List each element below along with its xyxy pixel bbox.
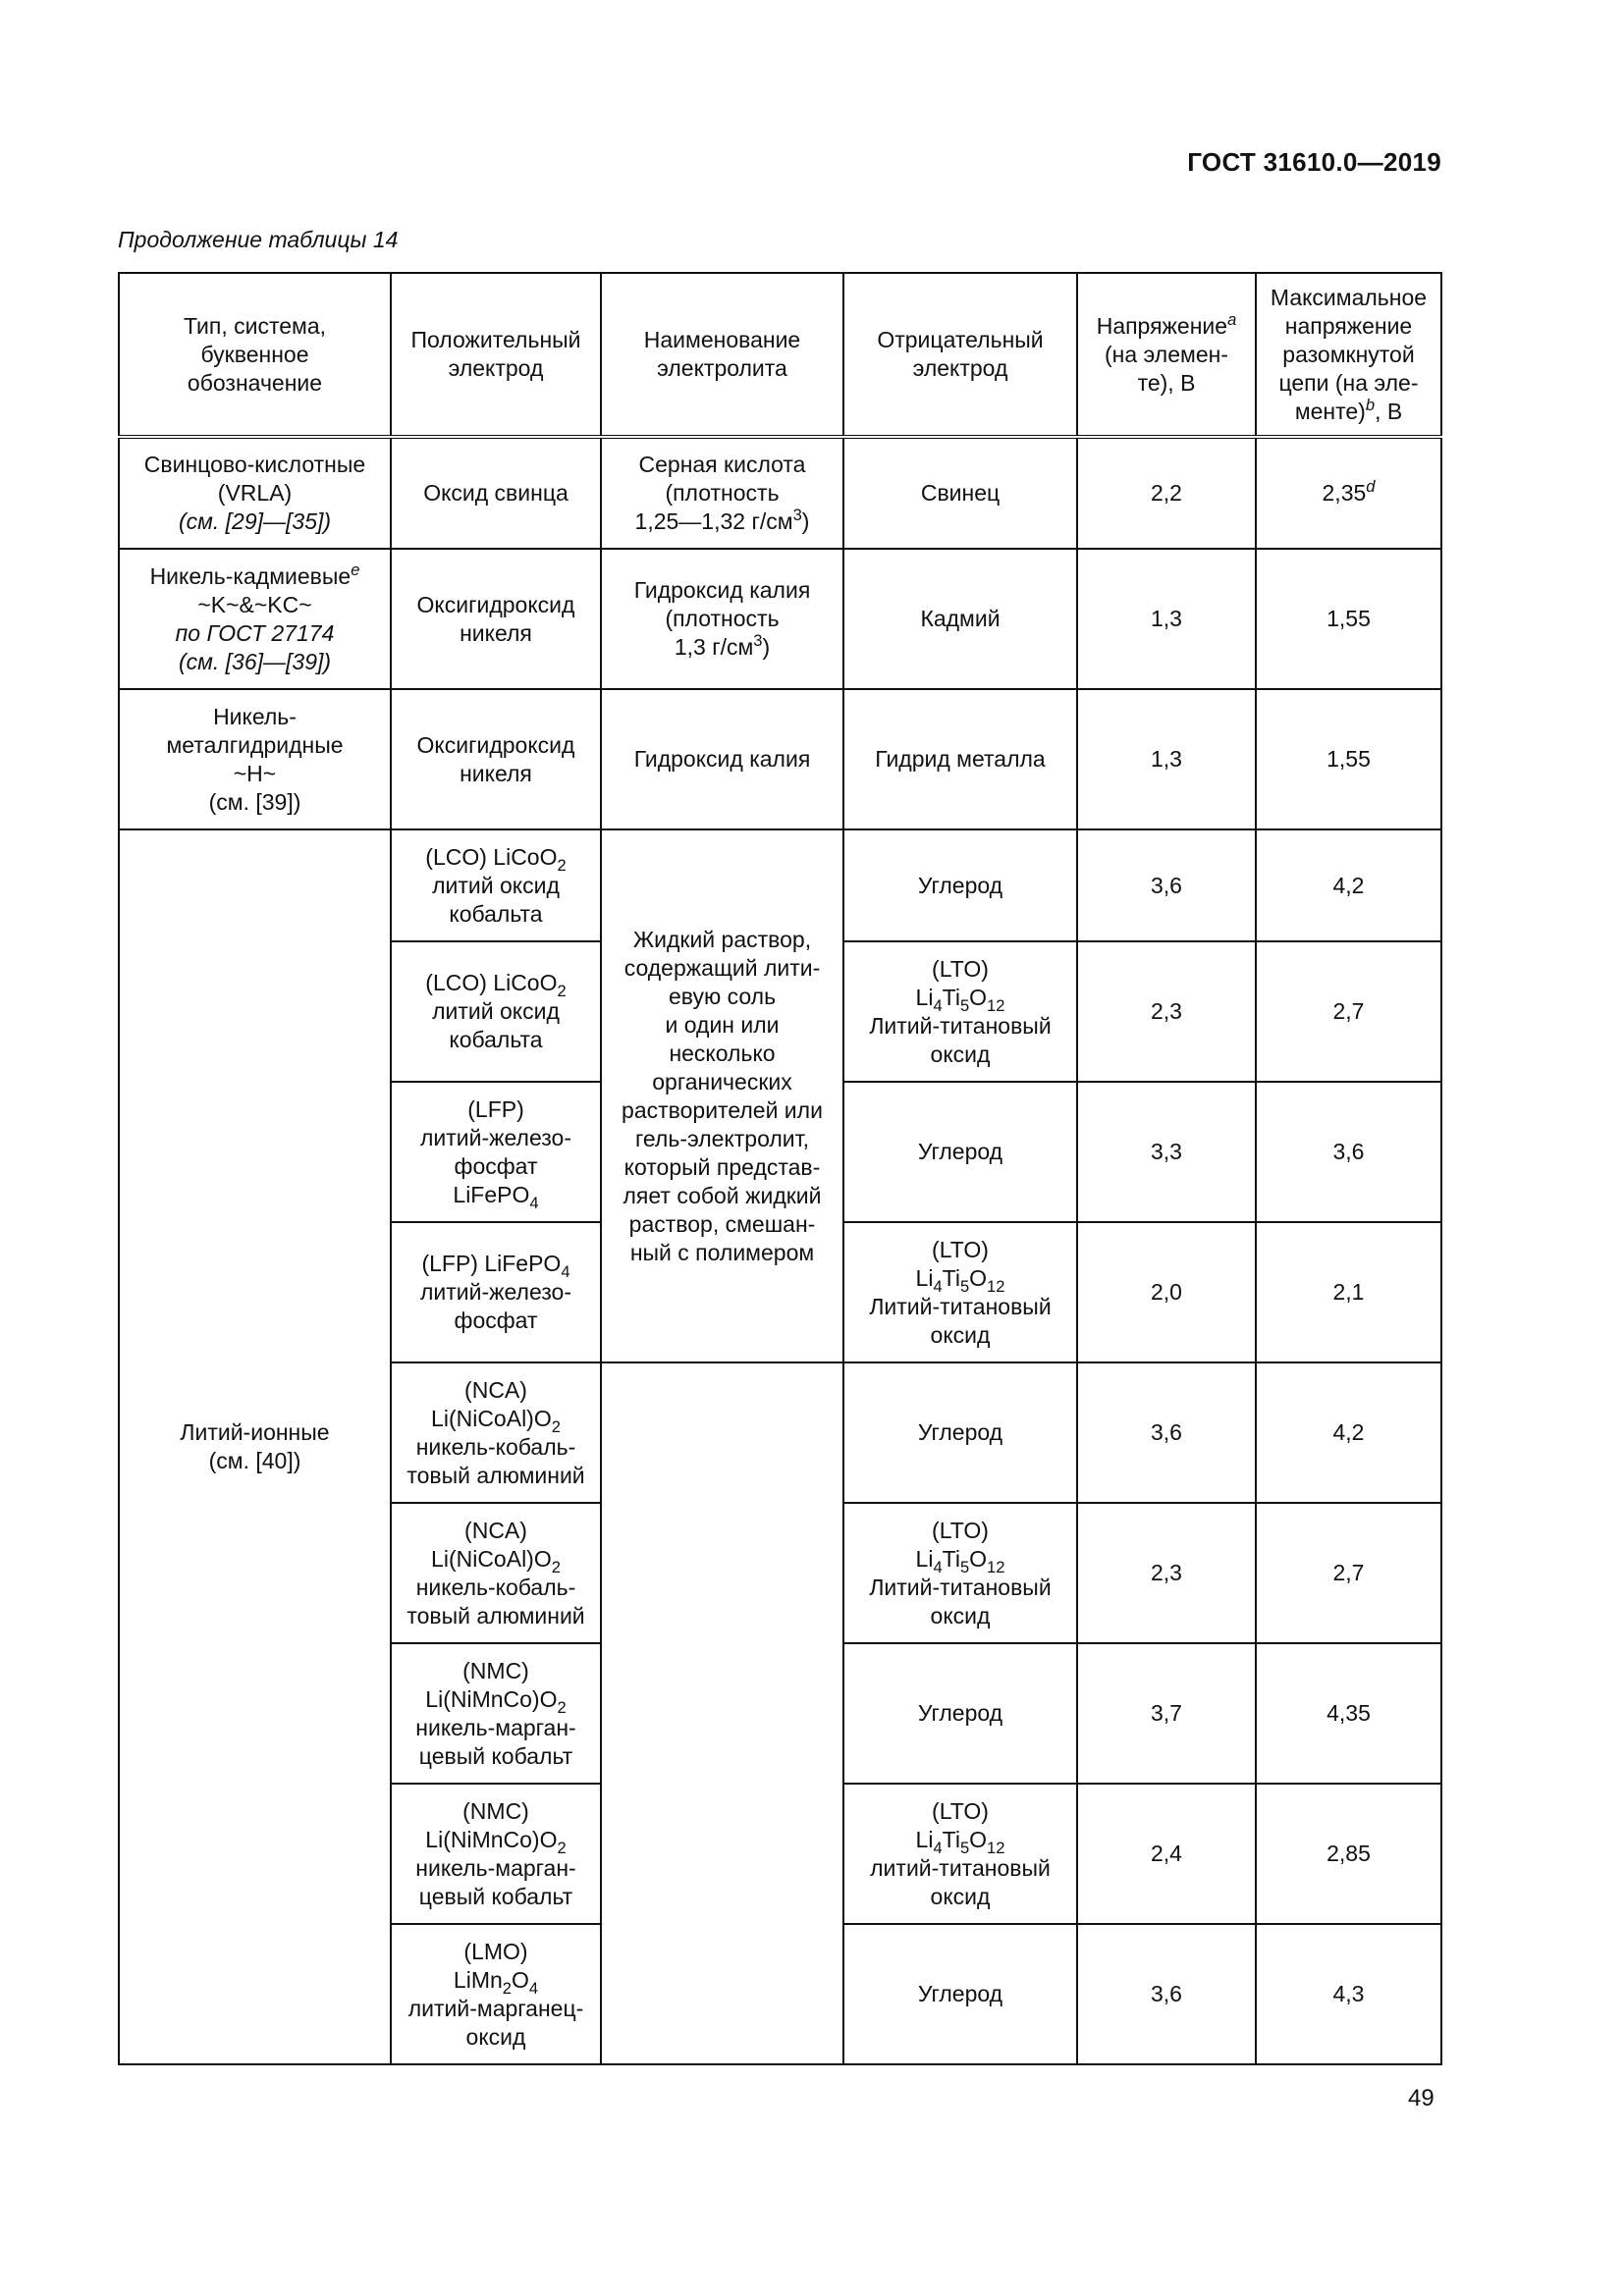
header-row: [119, 273, 1441, 437]
footnote-b: b: [1365, 395, 1376, 414]
header-positive-electrode: Положительный электрод: [391, 273, 601, 437]
negative-electrode-cell: (LTO) $Li_4Ti_5O_{12}$ Литий-титановый оксид: [843, 1503, 1077, 1643]
electrolyte-cell: Гидроксид калия: [601, 689, 843, 829]
positive-electrode-cell: (NMC) $Li(NiMnCo)O_2$ никель-марган- цевый кобальт: [391, 1643, 601, 1784]
header-max-voltage: Максимальное напряжение разомкнутой цепи (на эле- менте)$^b$, В: [1256, 273, 1441, 437]
negative-electrode-cell: (LTO) $Li_4Ti_5O_{12}$ Литий-титановый оксид: [843, 941, 1077, 1082]
negative-electrode-cell: Гидрид металла: [843, 689, 1077, 829]
electrolyte-cell: Серная кислота (плотность 1,25—1,32 $г/см^3$): [601, 437, 843, 549]
positive-electrode-cell: Оксид свинца: [391, 437, 601, 549]
positive-electrode-cell: (LMO) $LiMn_2O_4$ литий-марганец- оксид: [391, 1924, 601, 2064]
voltage-cell: 2,3: [1077, 941, 1256, 1082]
positive-electrode-cell: Оксигидроксид никеля: [391, 689, 601, 829]
table-row: [119, 549, 1441, 689]
negative-electrode-cell: Углерод: [843, 1362, 1077, 1503]
max-voltage-cell: 2,7: [1256, 1503, 1441, 1643]
positive-electrode-cell: (NCA) $Li(NiCoAl)O_2$ никель-кобаль- товый алюминий: [391, 1362, 601, 1503]
footnote-d: d: [1366, 476, 1376, 496]
table-row: [119, 689, 1441, 829]
battery-table: [118, 272, 1442, 2065]
electrolyte-cell-empty: [601, 1362, 843, 2064]
type-cell: Свинцово-кислотные (VRLA) (см. [29]—[35]): [119, 437, 391, 549]
header-voltage: Напряжение$^a$ (на элемен- те), В: [1077, 273, 1256, 437]
positive-electrode-cell: (LFP) литий-железо- фосфат LiFePO$_4$: [391, 1082, 601, 1222]
voltage-cell: 2,4: [1077, 1784, 1256, 1924]
max-voltage-cell: 4,35: [1256, 1643, 1441, 1784]
page-number: 49: [1408, 2085, 1435, 2111]
standard-number: ГОСТ 31610.0—2019: [1187, 147, 1441, 177]
negative-electrode-cell: Свинец: [843, 437, 1077, 549]
footnote-e: e: [351, 560, 360, 579]
max-voltage-cell: 3,6: [1256, 1082, 1441, 1222]
max-voltage-cell: 1,55: [1256, 689, 1441, 829]
voltage-cell: 3,3: [1077, 1082, 1256, 1222]
footnote-a: a: [1227, 309, 1237, 329]
max-voltage-cell: 2,35$^d$: [1256, 437, 1441, 549]
max-voltage-cell: 2,1: [1256, 1222, 1441, 1362]
negative-electrode-cell: Углерод: [843, 1643, 1077, 1784]
max-voltage-cell: 2,85: [1256, 1784, 1441, 1924]
positive-electrode-cell: Оксигидроксид никеля: [391, 549, 601, 689]
positive-electrode-cell: (NCA) $Li(NiCoAl)O_2$ никель-кобаль- товый алюминий: [391, 1503, 601, 1643]
max-voltage-cell: 4,3: [1256, 1924, 1441, 2064]
positive-electrode-cell: (LCO) LiCoO$_2$ литий оксид кобальта: [391, 829, 601, 941]
voltage-cell: 2,0: [1077, 1222, 1256, 1362]
header-type: Тип, система, буквенное обозначение: [119, 273, 391, 437]
header-electrolyte: Наименование электролита: [601, 273, 843, 437]
table-caption: Продолжение таблицы 14: [118, 227, 399, 252]
type-cell: Никель-кадмиевые$^e$ ~K~&~KC~ по ГОСТ 27174 (см. [36]—[39]): [119, 549, 391, 689]
positive-electrode-cell: (LFP) LiFePO$_4$ литий-железо- фосфат: [391, 1222, 601, 1362]
negative-electrode-cell: (LTO) $Li_4Ti_5O_{12}$ Литий-титановый оксид: [843, 1222, 1077, 1362]
type-cell: Никель- металгидридные ~H~ (см. [39]): [119, 689, 391, 829]
voltage-cell: 2,3: [1077, 1503, 1256, 1643]
max-voltage-cell: 2,7: [1256, 941, 1441, 1082]
voltage-cell: 1,3: [1077, 549, 1256, 689]
voltage-cell: 1,3: [1077, 689, 1256, 829]
voltage-cell: 2,2: [1077, 437, 1256, 549]
type-cell: Литий-ионные (см. [40]): [119, 829, 391, 2064]
negative-electrode-cell: Углерод: [843, 1924, 1077, 2064]
table-row: [119, 437, 1441, 549]
positive-electrode-cell: (NMC) $Li(NiMnCo)O_2$ никель-марган- цевый кобальт: [391, 1784, 601, 1924]
max-voltage-cell: 4,2: [1256, 829, 1441, 941]
negative-electrode-cell: Углерод: [843, 829, 1077, 941]
electrolyte-cell: Жидкий раствор, содержащий лити- евую соль и один или несколько органических растворителей или гель-электролит, который представ- ляет собой жидкий раствор, смешан- ный с полимером: [601, 829, 843, 1362]
negative-electrode-cell: Углерод: [843, 1082, 1077, 1222]
max-voltage-cell: 1,55: [1256, 549, 1441, 689]
voltage-cell: 3,6: [1077, 1362, 1256, 1503]
negative-electrode-cell: Кадмий: [843, 549, 1077, 689]
header-negative-electrode: Отрицательный электрод: [843, 273, 1077, 437]
table-row: [119, 829, 1441, 941]
positive-electrode-cell: (LCO) LiCoO$_2$ литий оксид кобальта: [391, 941, 601, 1082]
electrolyte-cell: Гидроксид калия (плотность 1,3 $г/см^3$): [601, 549, 843, 689]
voltage-cell: 3,6: [1077, 829, 1256, 941]
max-voltage-cell: 4,2: [1256, 1362, 1441, 1503]
negative-electrode-cell: (LTO) $Li_4Ti_5O_{12}$ литий-титановый оксид: [843, 1784, 1077, 1924]
voltage-cell: 3,7: [1077, 1643, 1256, 1784]
voltage-cell: 3,6: [1077, 1924, 1256, 2064]
